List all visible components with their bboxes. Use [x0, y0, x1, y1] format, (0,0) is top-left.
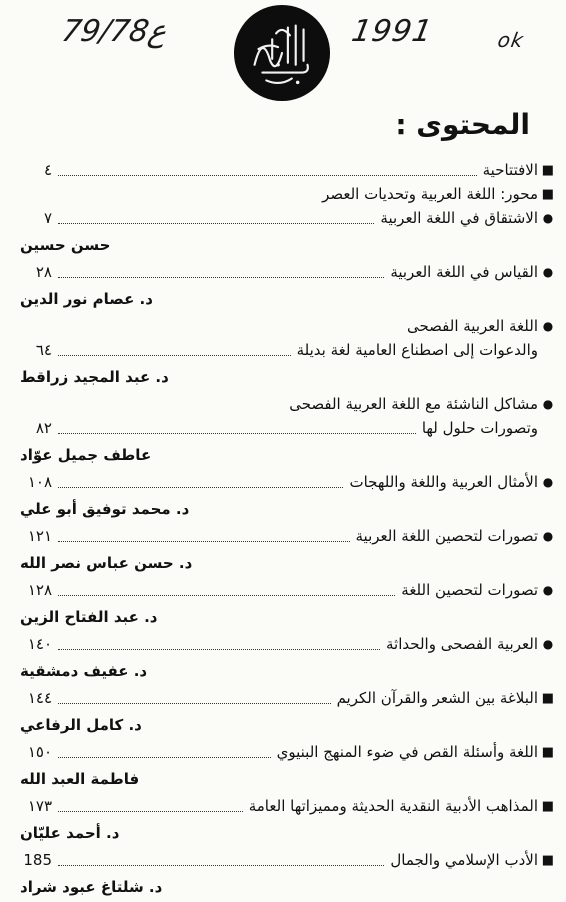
- dot-leader: [58, 811, 243, 812]
- toc-entry-author: د. عفيف دمشقية: [20, 662, 148, 680]
- toc-page-number: ١٢١: [27, 527, 52, 545]
- toc-entry: [12, 740, 554, 794]
- toc-entry-author: د. عصام نور الدين: [20, 290, 153, 308]
- toc-entry: [12, 314, 554, 392]
- circle-bullet-icon: ●: [542, 583, 554, 597]
- circle-bullet-icon: ●: [542, 529, 554, 543]
- toc-page-number: ٨٢: [35, 419, 52, 437]
- circle-bullet-icon: ●: [542, 319, 554, 333]
- toc-entry: [12, 524, 554, 578]
- toc-page-number: ٤: [43, 161, 52, 179]
- toc-page-number: ١٢٨: [27, 581, 52, 599]
- circle-bullet-icon: ●: [542, 475, 554, 489]
- toc-entry-title: الأمثال العربية واللغة واللهجات: [349, 473, 538, 491]
- toc-entry-line: [12, 578, 554, 602]
- dot-leader: [58, 865, 384, 866]
- toc-entry-author: د. شلتاغ عبود شراد: [20, 878, 163, 896]
- toc-page-number: ٦٤: [35, 341, 52, 359]
- toc-entry-author: د. حسن عباس نصر الله: [20, 554, 193, 572]
- toc-page-number: ٢٨: [35, 263, 52, 281]
- toc-entry: [12, 158, 554, 182]
- toc-entry: [12, 848, 554, 902]
- toc-page-number: ١٤٤: [27, 689, 52, 707]
- toc-entry: [12, 470, 554, 524]
- circle-bullet-icon: ●: [542, 637, 554, 651]
- toc-page-number: ١٥٠: [27, 743, 52, 761]
- table-of-contents: [12, 158, 554, 902]
- toc-entry-line: [12, 632, 554, 656]
- toc-entry: [12, 392, 554, 470]
- toc-entry-title: الاشتقاق في اللغة العربية: [380, 209, 538, 227]
- toc-entry-author: د. محمد توفيق أبو علي: [20, 500, 190, 518]
- toc-entry: [12, 686, 554, 740]
- toc-entry: [12, 182, 554, 206]
- toc-entry-title: اللغة وأسئلة القص في ضوء المنهج البنيوي: [276, 743, 538, 761]
- circle-bullet-icon: ●: [542, 397, 554, 411]
- toc-entry-line: [12, 686, 554, 710]
- toc-entry-title: تصورات لتحصين اللغة العربية: [355, 527, 538, 545]
- dot-leader: [58, 541, 350, 542]
- toc-entry-title: تصورات لتحصين اللغة: [401, 581, 538, 599]
- toc-entry-line: [12, 260, 554, 284]
- circle-bullet-icon: ●: [542, 265, 554, 279]
- toc-page-number: ١٠٨: [27, 473, 52, 491]
- toc-entry-title: وتصورات حلول لها: [421, 419, 538, 437]
- toc-entry-line: [12, 314, 554, 338]
- toc-page-number: ١٧٣: [27, 797, 52, 815]
- basmala-calligraphy-seal: [233, 4, 331, 102]
- toc-entry-line: [12, 416, 554, 440]
- toc-entry-author: د. عبد المجيد زراقط: [20, 368, 169, 386]
- toc-entry-author: حسن حسين: [20, 236, 111, 254]
- toc-entry-title: مشاكل الناشئة مع اللغة العربية الفصحى: [289, 395, 538, 413]
- handwritten-ok-note: ok: [495, 28, 526, 52]
- square-bullet-icon: ■: [541, 162, 554, 178]
- toc-entry-title: العربية الفصحى والحداثة: [386, 635, 538, 653]
- toc-page-number: ٧: [43, 209, 52, 227]
- toc-entry: [12, 578, 554, 632]
- toc-entry-title: الافتتاحية: [482, 161, 538, 179]
- toc-entry-line: [12, 740, 554, 764]
- toc-entry-line: [12, 794, 554, 818]
- square-bullet-icon: ■: [541, 690, 554, 706]
- toc-entry-title: القياس في اللغة العربية: [390, 263, 538, 281]
- toc-entry-line: [12, 392, 554, 416]
- toc-entry-author: د. أحمد عليّان: [20, 824, 120, 842]
- toc-entry-author: د. عبد الفتاح الزين: [20, 608, 158, 626]
- toc-entry-author: عاطف جميل عوّاد: [20, 446, 152, 464]
- toc-entry: [12, 260, 554, 314]
- toc-entry-line: [12, 848, 554, 872]
- square-bullet-icon: ■: [541, 852, 554, 868]
- toc-heading: المحتوى :: [395, 108, 530, 141]
- square-bullet-icon: ■: [541, 744, 554, 760]
- dot-leader: [58, 433, 416, 434]
- toc-entry-title: اللغة العربية الفصحى: [406, 317, 538, 335]
- toc-entry: [12, 794, 554, 848]
- toc-entry-line: [12, 182, 554, 206]
- toc-entry-title: البلاغة بين الشعر والقرآن الكريم: [336, 689, 538, 707]
- toc-entry-title: والدعوات إلى اصطناع العامية لغة بديلة: [296, 341, 538, 359]
- toc-page-number: 185: [23, 851, 52, 869]
- dot-leader: [58, 649, 380, 650]
- toc-page-number: ١٤٠: [27, 635, 52, 653]
- toc-entry-author: فاطمة العبد الله: [20, 770, 140, 788]
- square-bullet-icon: ■: [541, 186, 554, 202]
- dot-leader: [58, 223, 374, 224]
- toc-entry: [12, 632, 554, 686]
- circle-bullet-icon: ●: [542, 211, 554, 225]
- toc-entry: [12, 206, 554, 260]
- toc-entry-line: [12, 338, 554, 362]
- toc-entry-title: محور: اللغة العربية وتحديات العصر: [322, 185, 538, 203]
- square-bullet-icon: ■: [541, 798, 554, 814]
- dot-leader: [58, 487, 343, 488]
- toc-entry-line: [12, 206, 554, 230]
- dot-leader: [58, 277, 384, 278]
- dot-leader: [58, 703, 331, 704]
- dot-leader: [58, 355, 291, 356]
- toc-entry-author: د. كامل الرفاعي: [20, 716, 142, 734]
- dot-leader: [58, 175, 477, 176]
- handwritten-year: 1991: [348, 14, 436, 49]
- toc-entry-line: [12, 158, 554, 182]
- dot-leader: [58, 757, 271, 758]
- handwritten-catalog-number: 79/78ع: [58, 14, 170, 49]
- toc-entry-title: الأدب الإسلامي والجمال: [390, 851, 538, 869]
- dot-leader: [58, 595, 395, 596]
- toc-entry-line: [12, 470, 554, 494]
- toc-entry-title: المذاهب الأدبية النقدية الحديثة ومميزاتها العامة: [248, 797, 538, 815]
- toc-entry-line: [12, 524, 554, 548]
